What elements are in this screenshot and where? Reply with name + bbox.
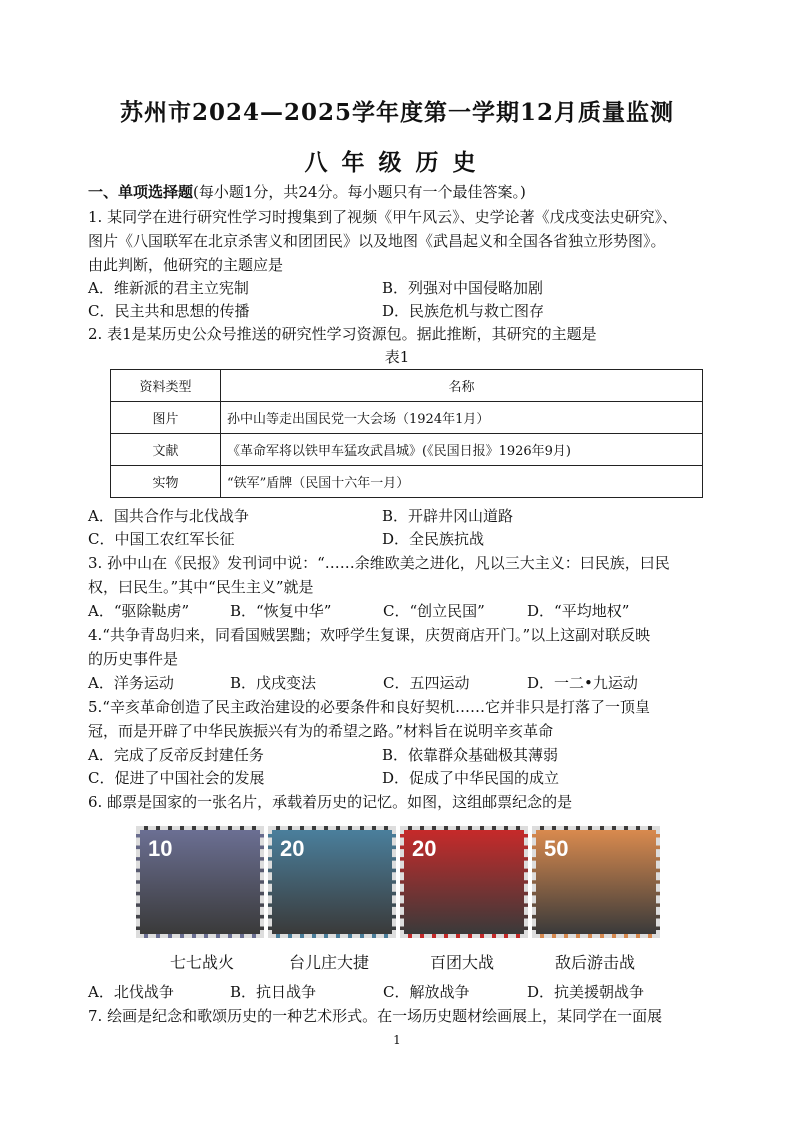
table-header-row bbox=[111, 370, 703, 402]
stamp-caption: 敌后游击战 bbox=[555, 955, 636, 972]
q4-line-1: 4.“共争青岛归来，同看国贼罢黜；欢呼学生复课，庆贺商店开门。”以上这副对联反映 bbox=[88, 626, 651, 644]
resource-table bbox=[110, 369, 703, 498]
section-note: (每小题1分，共24分。每小题只有一个最佳答案。) bbox=[193, 183, 526, 201]
stamp bbox=[532, 826, 660, 938]
q5-option-d: D．促成了中华民国的成立 bbox=[382, 769, 560, 787]
q6-option-a: A．北伐战争 bbox=[88, 983, 174, 1001]
q5-line-2: 冠，而是开辟了中华民族振兴有为的希望之路。”材料旨在说明辛亥革命 bbox=[88, 722, 554, 740]
q1-option-c: C．民主共和思想的传播 bbox=[88, 302, 250, 320]
table-row bbox=[111, 402, 703, 434]
table-cell: 《革命军将以铁甲车猛攻武昌城》(《民国日报》1926年9月) bbox=[221, 434, 703, 466]
q6-option-b: B．抗日战争 bbox=[230, 983, 317, 1001]
q2-option-d: D．全民族抗战 bbox=[382, 530, 485, 548]
q5-option-c: C．促进了中国社会的发展 bbox=[88, 769, 265, 787]
page-number: 1 bbox=[393, 1033, 401, 1047]
table-row bbox=[111, 434, 703, 466]
q7-line-1: 7. 绘画是纪念和歌颂历史的一种艺术形式。在一场历史题材绘画展上，某同学在一面展 bbox=[88, 1007, 663, 1025]
q2-option-c: C．中国工农红军长征 bbox=[88, 530, 235, 548]
exam-title: 苏州市2024—2025学年度第一学期12月质量监测 bbox=[119, 99, 675, 126]
q3-option-d: D．“平均地权” bbox=[527, 602, 630, 620]
stamp bbox=[136, 826, 264, 938]
q3-option-c: C．“创立民国” bbox=[383, 602, 485, 620]
table-header-type: 资料类型 bbox=[111, 370, 221, 402]
stamp-denomination: 10 bbox=[148, 836, 173, 861]
q2-option-a: A．国共合作与北伐战争 bbox=[88, 507, 249, 525]
q3-line-1: 3. 孙中山在《民报》发刊词中说：“……余维欧美之进化，凡以三大主义：曰民族，曰民 bbox=[88, 554, 670, 572]
q1-option-d: D．民族危机与救亡图存 bbox=[382, 302, 545, 320]
q3-line-2: 权，曰民生。”其中“民生主义”就是 bbox=[88, 578, 314, 596]
q5-option-a: A．完成了反帝反封建任务 bbox=[88, 746, 264, 764]
q6-option-d: D．抗美援朝战争 bbox=[527, 983, 645, 1001]
table-cell: 孙中山等走出国民党一大会场（1924年1月） bbox=[221, 402, 703, 434]
exam-subject: 八年级历史 bbox=[304, 149, 490, 176]
q4-option-d: D．一二•九运动 bbox=[527, 674, 638, 692]
q3-option-b: B．“恢复中华” bbox=[230, 602, 332, 620]
table-row bbox=[111, 466, 703, 498]
q4-option-c: C．五四运动 bbox=[383, 674, 470, 692]
q2-line-1: 2. 表1是某历史公众号推送的研究性学习资源包。据此推断，其研究的主题是 bbox=[88, 325, 597, 343]
table-cell: 实物 bbox=[111, 466, 221, 498]
q6-line-1: 6. 邮票是国家的一张名片，承载着历史的记忆。如图，这组邮票纪念的是 bbox=[88, 793, 573, 811]
q1-option-a: A．维新派的君主立宪制 bbox=[88, 279, 249, 297]
q1-line-3: 由此判断，他研究的主题应是 bbox=[88, 256, 284, 274]
q5-line-1: 5.“辛亥革命创造了民主政治建设的必要条件和良好契机……它并非只是打落了一顶皇 bbox=[88, 698, 650, 716]
stamp bbox=[268, 826, 396, 938]
table-cell: 文献 bbox=[111, 434, 221, 466]
stamp-caption: 七七战火 bbox=[170, 955, 235, 972]
q1-line-2: 图片《八国联军在北京杀害义和团团民》以及地图《武昌起义和全国各省独立形势图》。 bbox=[88, 232, 666, 250]
q4-option-b: B．戊戌变法 bbox=[230, 674, 317, 692]
stamp-denomination: 20 bbox=[280, 836, 305, 861]
q4-option-a: A．洋务运动 bbox=[88, 674, 174, 692]
q1-option-b: B．列强对中国侵略加剧 bbox=[382, 279, 544, 297]
section-heading-line bbox=[88, 181, 526, 204]
stamp-caption: 百团大战 bbox=[430, 955, 495, 972]
table-cell: “铁军”盾牌（民国十六年一月） bbox=[221, 466, 703, 498]
table-header-name: 名称 bbox=[221, 370, 703, 402]
q3-option-a: A．“驱除鞑虏” bbox=[88, 602, 190, 620]
stamp-caption: 台儿庄大捷 bbox=[289, 955, 370, 972]
q4-line-2: 的历史事件是 bbox=[88, 650, 179, 668]
table-caption: 表1 bbox=[384, 348, 410, 366]
q5-option-b: B．依靠群众基础极其薄弱 bbox=[382, 746, 559, 764]
stamp-denomination: 50 bbox=[544, 836, 569, 861]
q1-line-1: 1. 某同学在进行研究性学习时搜集到了视频《甲午风云》、史学论著《戊戌变法史研究》、 bbox=[88, 208, 678, 226]
section-heading: 一、单项选择题 bbox=[88, 183, 194, 201]
table-cell: 图片 bbox=[111, 402, 221, 434]
stamp-denomination: 20 bbox=[412, 836, 437, 861]
q2-option-b: B．开辟井冈山道路 bbox=[382, 507, 514, 525]
q6-option-c: C．解放战争 bbox=[383, 983, 470, 1001]
stamp-set bbox=[136, 826, 660, 944]
stamp bbox=[400, 826, 528, 938]
